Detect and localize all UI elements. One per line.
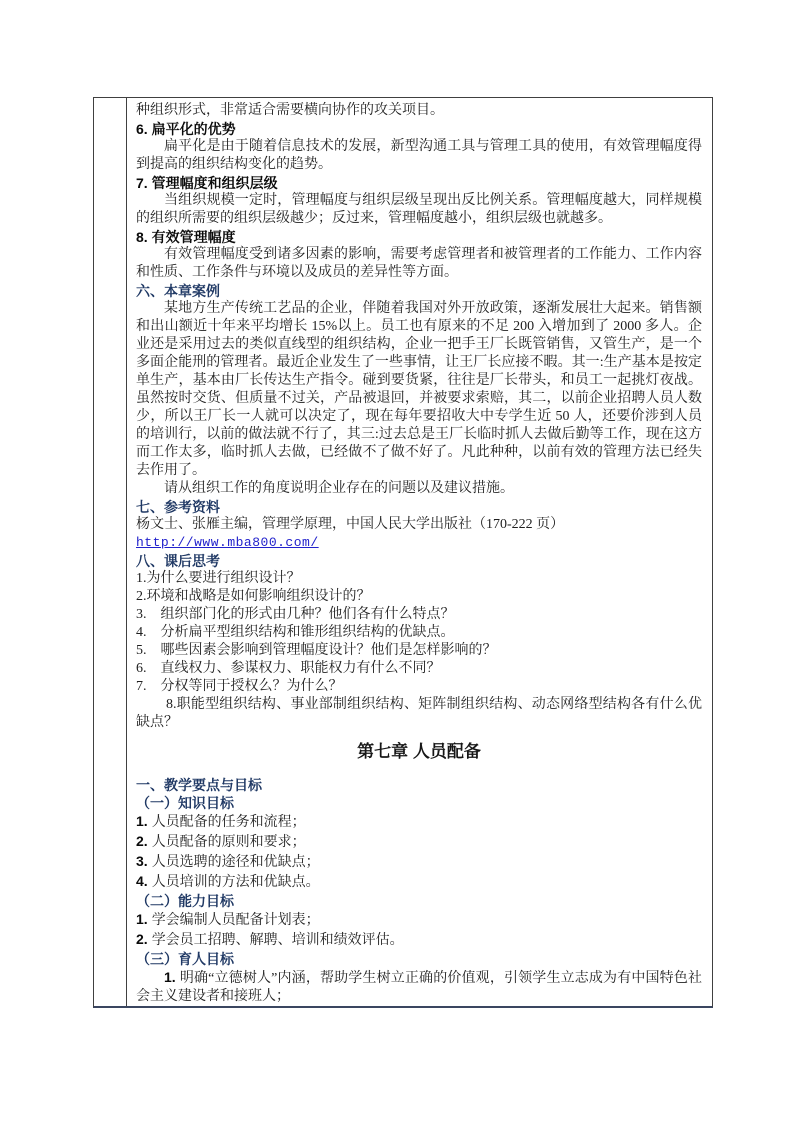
review-question: 1.为什么要进行组织设计？: [136, 571, 301, 586]
review-question: 6. 直线权力、参谋权力、职能权力有什么不同？: [136, 661, 441, 676]
review-question: 7. 分权等同于授权么？为什么？: [136, 679, 343, 694]
heading-span-and-levels: 7. 管理幅度和组织层级: [136, 175, 278, 191]
reference-link[interactable]: http://www.mba800.com/: [136, 535, 319, 550]
table-left-empty-column: [94, 98, 127, 1006]
item-text: 明确“立德树人”内涵，帮助学生树立正确的价值观，引领学生立志成为有中国特色社会主义建设者和接班人；: [136, 971, 702, 1004]
item-number: 4.: [136, 873, 148, 889]
knowledge-goal-item: [136, 852, 702, 872]
section-heading-teaching-goals: 一、教学要点与目标: [136, 777, 262, 793]
subsection-heading-knowledge-goals: （一）知识目标: [136, 795, 234, 811]
knowledge-goal-item: [136, 832, 702, 852]
section-heading-references: 七、参考资料: [136, 499, 220, 515]
paragraph-effective-span: 有效管理幅度受到诸多因素的影响，需要考虑管理者和被管理者的工作能力、工作内容和性质、工作条件与环境以及成员的差异性等方面。: [136, 247, 702, 280]
item-number: 1.: [136, 911, 148, 927]
item-text: 人员选聘的途径和优缺点；: [151, 855, 320, 870]
item-number: 3.: [136, 853, 148, 869]
paragraph-flat-advantage: 扁平化是由于随着信息技术的发展，新型沟通工具与管理工具的使用，有效管理幅度得到提高的组织结构变化的趋势。: [136, 139, 702, 172]
item-text: 人员配备的原则和要求；: [151, 835, 306, 850]
review-question: 4. 分析扁平型组织结构和锥形组织结构的优缺点。: [136, 625, 455, 640]
item-number: 1.: [136, 813, 148, 829]
heading-effective-span: 8. 有效管理幅度: [136, 229, 236, 245]
review-question: 8.职能型组织结构、事业部制组织结构、矩阵制组织结构、动态网络型结构各有什么优缺点？: [136, 697, 702, 730]
reference-book: 杨文士、张雁主编，管理学原理，中国人民大学出版社（170-222 页）: [136, 517, 565, 532]
section-heading-case: 六、本章案例: [136, 283, 220, 299]
item-number: 2.: [136, 833, 148, 849]
knowledge-goal-item: [136, 872, 702, 892]
review-question: 2.环境和战略是如何影响组织设计的？: [136, 589, 371, 604]
knowledge-goal-item: [136, 812, 702, 832]
case-question: 请从组织工作的角度说明企业存在的问题以及建议措施。: [164, 481, 514, 496]
continued-paragraph: 种组织形式，非常适合需要横向协作的攻关项目。: [136, 103, 444, 118]
chapter-title: 第七章 人员配备: [357, 742, 481, 761]
heading-flat-advantage: 6. 扁平化的优势: [136, 121, 236, 137]
subsection-heading-moral-goals: （三）育人目标: [136, 951, 234, 967]
case-study-text: 某地方生产传统工艺品的企业，伴随着我国对外开放政策，逐渐发展壮大起来。销售额和出山额近十年来平均增长 15%以上。员工也有原来的不足 200 入增加到了 2000 多人。企业还是采用过去的类似直线型的组织结构，企业一把手王厂长既管销售，又管生产，是一个多面企能刑的管理者。最近企业发生了一些事情，让王厂长应接不暇。其一:生产基本是按定单生产，基本由厂长传达生产指令。碰到要货紧，往往是厂长带头，和员工一起挑灯夜战。虽然按时交货、但质量不过关，产品被退回，并被要求索赔，其二，以前企业招聘人员人数少，所以王厂长一人就可以决定了，现在每年要招收大中专学生近 50 人，还要价涉到人员的培训行，以前的做法就不行了，其三:过去总是王厂长临时抓人去做后勤等工作，现在这方而工作太多，临时抓人去做，已经做不了做不好了。凡此种种，以前有效的管理方法已经失去作用了。: [136, 301, 702, 478]
section-heading-review: 八、课后思考: [136, 553, 220, 569]
moral-goal-item: [136, 968, 702, 1006]
paragraph-span-and-levels: 当组织规模一定时，管理幅度与组织层级呈现出反比例关系。管理幅度越大，同样规模的组织所需要的组织层级越少；反过来，管理幅度越小，组织层级也就越多。: [136, 193, 702, 226]
item-text: 学会编制人员配备计划表；: [151, 913, 320, 928]
item-text: 人员培训的方法和优缺点。: [151, 875, 320, 890]
table-content-cell: [127, 98, 712, 1006]
review-question: 5. 哪些因素会影响到管理幅度设计？他们是怎样影响的？: [136, 643, 497, 658]
item-text: 学会员工招聘、解聘、培训和绩效评估。: [151, 933, 404, 948]
ability-goal-item: [136, 910, 702, 930]
subsection-heading-ability-goals: （二）能力目标: [136, 893, 234, 909]
lesson-plan-table: [93, 97, 713, 1008]
ability-goal-item: [136, 930, 702, 950]
item-text: 人员配备的任务和流程；: [151, 815, 306, 830]
review-question: 3. 组织部门化的形式由几种？他们各有什么特点？: [136, 607, 455, 622]
item-number: 2.: [136, 931, 148, 947]
item-number: 1.: [164, 969, 176, 985]
reference-link-line: [136, 534, 702, 552]
